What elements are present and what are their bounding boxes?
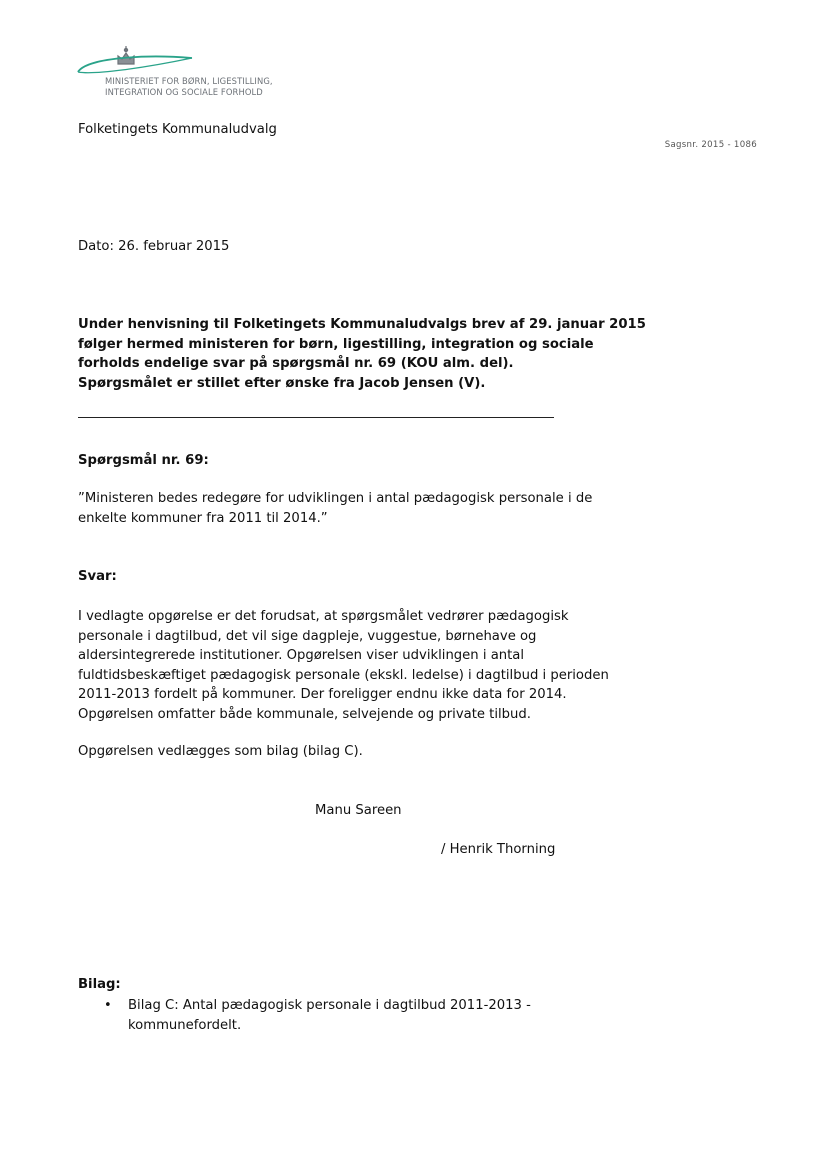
intro-line: Under henvisning til Folketingets Kommunaludvalgs brev af 29. januar 2015	[78, 317, 646, 332]
answer-line: I vedlagte opgørelse er det forudsat, at spørgsmålet vedrører pædagogisk	[78, 609, 569, 624]
recipient: Folketingets Kommunaludvalg	[78, 122, 277, 137]
case-number: Sagsnr. 2015 - 1086	[664, 140, 757, 150]
attachment-line: Bilag C: Antal pædagogisk personale i dagtilbud 2011-2013 -	[128, 998, 531, 1013]
question-heading: Spørgsmål nr. 69:	[78, 453, 209, 468]
answer-heading: Svar:	[78, 569, 117, 584]
intro-line: forholds endelige svar på spørgsmål nr. 69 (KOU alm. del).	[78, 356, 514, 371]
answer-line: fuldtidsbeskæftiget pædagogisk personale (ekskl. ledelse) i dagtilbud i perioden	[78, 667, 609, 683]
signature-name: Manu Sareen	[315, 803, 402, 818]
answer-line: personale i dagtilbud, det vil sige dagpleje, vuggestue, børnehave og	[78, 628, 537, 644]
answer-closing: Opgørelsen vedlægges som bilag (bilag C).	[78, 744, 363, 759]
answer-line: 2011-2013 fordelt på kommuner. Der foreligger endnu ikke data for 2014.	[78, 687, 567, 702]
ministry-logo	[74, 44, 274, 100]
attachment-item	[128, 996, 531, 1035]
answer-line: Opgørelsen omfatter både kommunale, selvejende og private tilbud.	[78, 706, 531, 722]
answer-line: aldersintegrerede institutioner. Opgørelsen viser udviklingen i antal	[78, 648, 525, 663]
signature-cosign: / Henrik Thorning	[441, 842, 556, 857]
letter-date: Dato: 26. februar 2015	[78, 239, 230, 254]
answer-text	[78, 607, 609, 724]
question-line: enkelte kommuner fra 2011 til 2014.”	[78, 510, 328, 526]
logo-line-2: INTEGRATION OG SOCIALE FORHOLD	[105, 87, 263, 97]
attachment-line: kommunefordelt.	[128, 1017, 242, 1033]
bullet-marker: •	[104, 998, 112, 1013]
intro-line: følger hermed ministeren for børn, ligestilling, integration og sociale	[78, 336, 594, 352]
question-text	[78, 489, 592, 528]
attachments-heading: Bilag:	[78, 977, 121, 992]
question-line: ”Ministeren bedes redegøre for udviklingen i antal pædagogisk personale i de	[78, 491, 593, 506]
logo-line-1: MINISTERIET FOR BØRN, LIGESTILLING,	[105, 76, 273, 86]
intro-line: Spørgsmålet er stillet efter ønske fra Jacob Jensen (V).	[78, 375, 486, 391]
divider-line	[78, 417, 554, 418]
crown-emblem-icon	[74, 44, 274, 78]
intro-paragraph	[78, 315, 646, 393]
